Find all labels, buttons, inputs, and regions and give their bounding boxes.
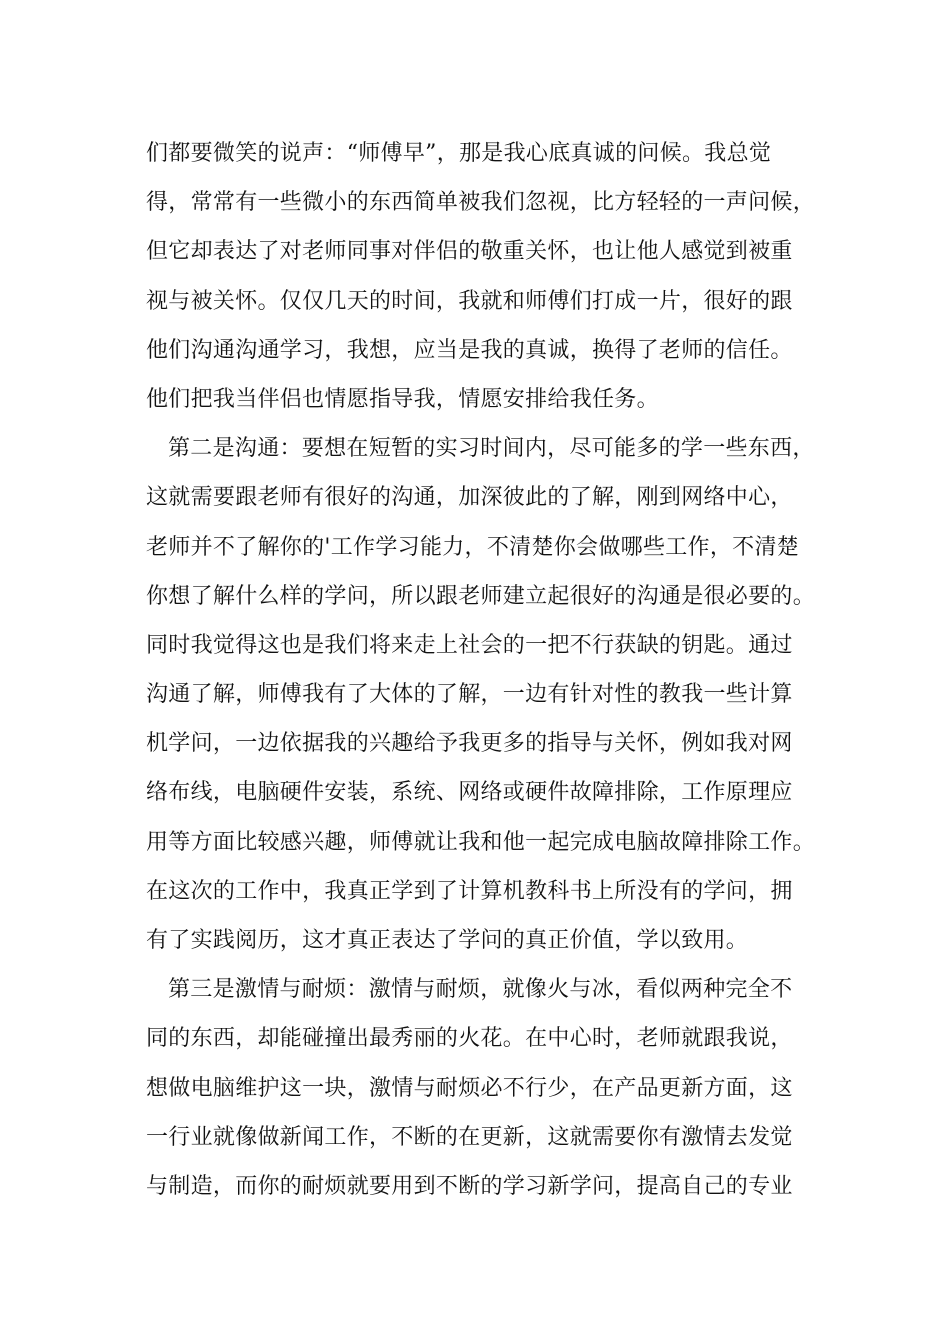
text-line: 同时我觉得这也是我们将来走上社会的一把不行获缺的钥匙。通过: [146, 632, 793, 658]
text-line: 同的东西，却能碰撞出最秀丽的火花。在中心时，老师就跟我说，: [146, 1026, 793, 1052]
text-line: 络布线，电脑硬件安装，系统、网络或硬件故障排除，工作原理应: [146, 780, 793, 806]
text-line: 们都要微笑的说声：“师傅早”，那是我心底真诚的问候。我总觉: [146, 141, 772, 166]
text-line: 他们沟通沟通学习，我想，应当是我的真诚，换得了老师的信任。: [146, 337, 793, 363]
text-line: 他们把我当伴侣也情愿指导我，情愿安排给我任务。: [146, 386, 659, 412]
text-line: 在这次的工作中，我真正学到了计算机教科书上所没有的学问，拥: [146, 878, 793, 904]
text-line: 得，常常有一些微小的东西简单被我们忽视，比方轻轻的一声问候，: [146, 190, 816, 216]
text-line: 想做电脑维护这一块，激情与耐烦必不行少，在产品更新方面，这: [146, 1075, 793, 1101]
text-line: 用等方面比较感兴趣，师傅就让我和他一起完成电脑故障排除工作。: [146, 829, 816, 855]
text-line: 这就需要跟老师有很好的沟通，加深彼此的了解，刚到网络中心，: [146, 485, 793, 511]
text-line: 你想了解什么样的学问，所以跟老师建立起很好的沟通是很必要的。: [146, 583, 816, 609]
text-line: 但它却表达了对老师同事对伴侣的敬重关怀，也让他人感觉到被重: [146, 239, 793, 265]
text-line: 老师并不了解你的'工作学习能力，不清楚你会做哪些工作，不清楚: [146, 534, 800, 560]
document-body: [146, 134, 836, 1216]
text-line: 一行业就像做新闻工作，不断的在更新，这就需要你有激情去发觉: [146, 1124, 793, 1150]
paragraph-start-line: 第二是沟通：要想在短暂的实习时间内，尽可能多的学一些东西，: [168, 436, 815, 462]
text-line: 与制造，而你的耐烦就要用到不断的学习新学问，提高自己的专业: [146, 1173, 793, 1199]
paragraph-start-line: 第三是激情与耐烦：激情与耐烦，就像火与冰，看似两种完全不: [168, 977, 793, 1003]
text-line: 机学问，一边依据我的兴趣给予我更多的指导与关怀，例如我对网: [146, 731, 793, 757]
text-line: 沟通了解，师傅我有了大体的了解，一边有针对性的教我一些计算: [146, 682, 793, 708]
text-line: 有了实践阅历，这才真正表达了学问的真正价值，学以致用。: [146, 928, 749, 953]
text-line: 视与被关怀。仅仅几天的时间，我就和师傅们打成一片，很好的跟: [146, 288, 793, 314]
